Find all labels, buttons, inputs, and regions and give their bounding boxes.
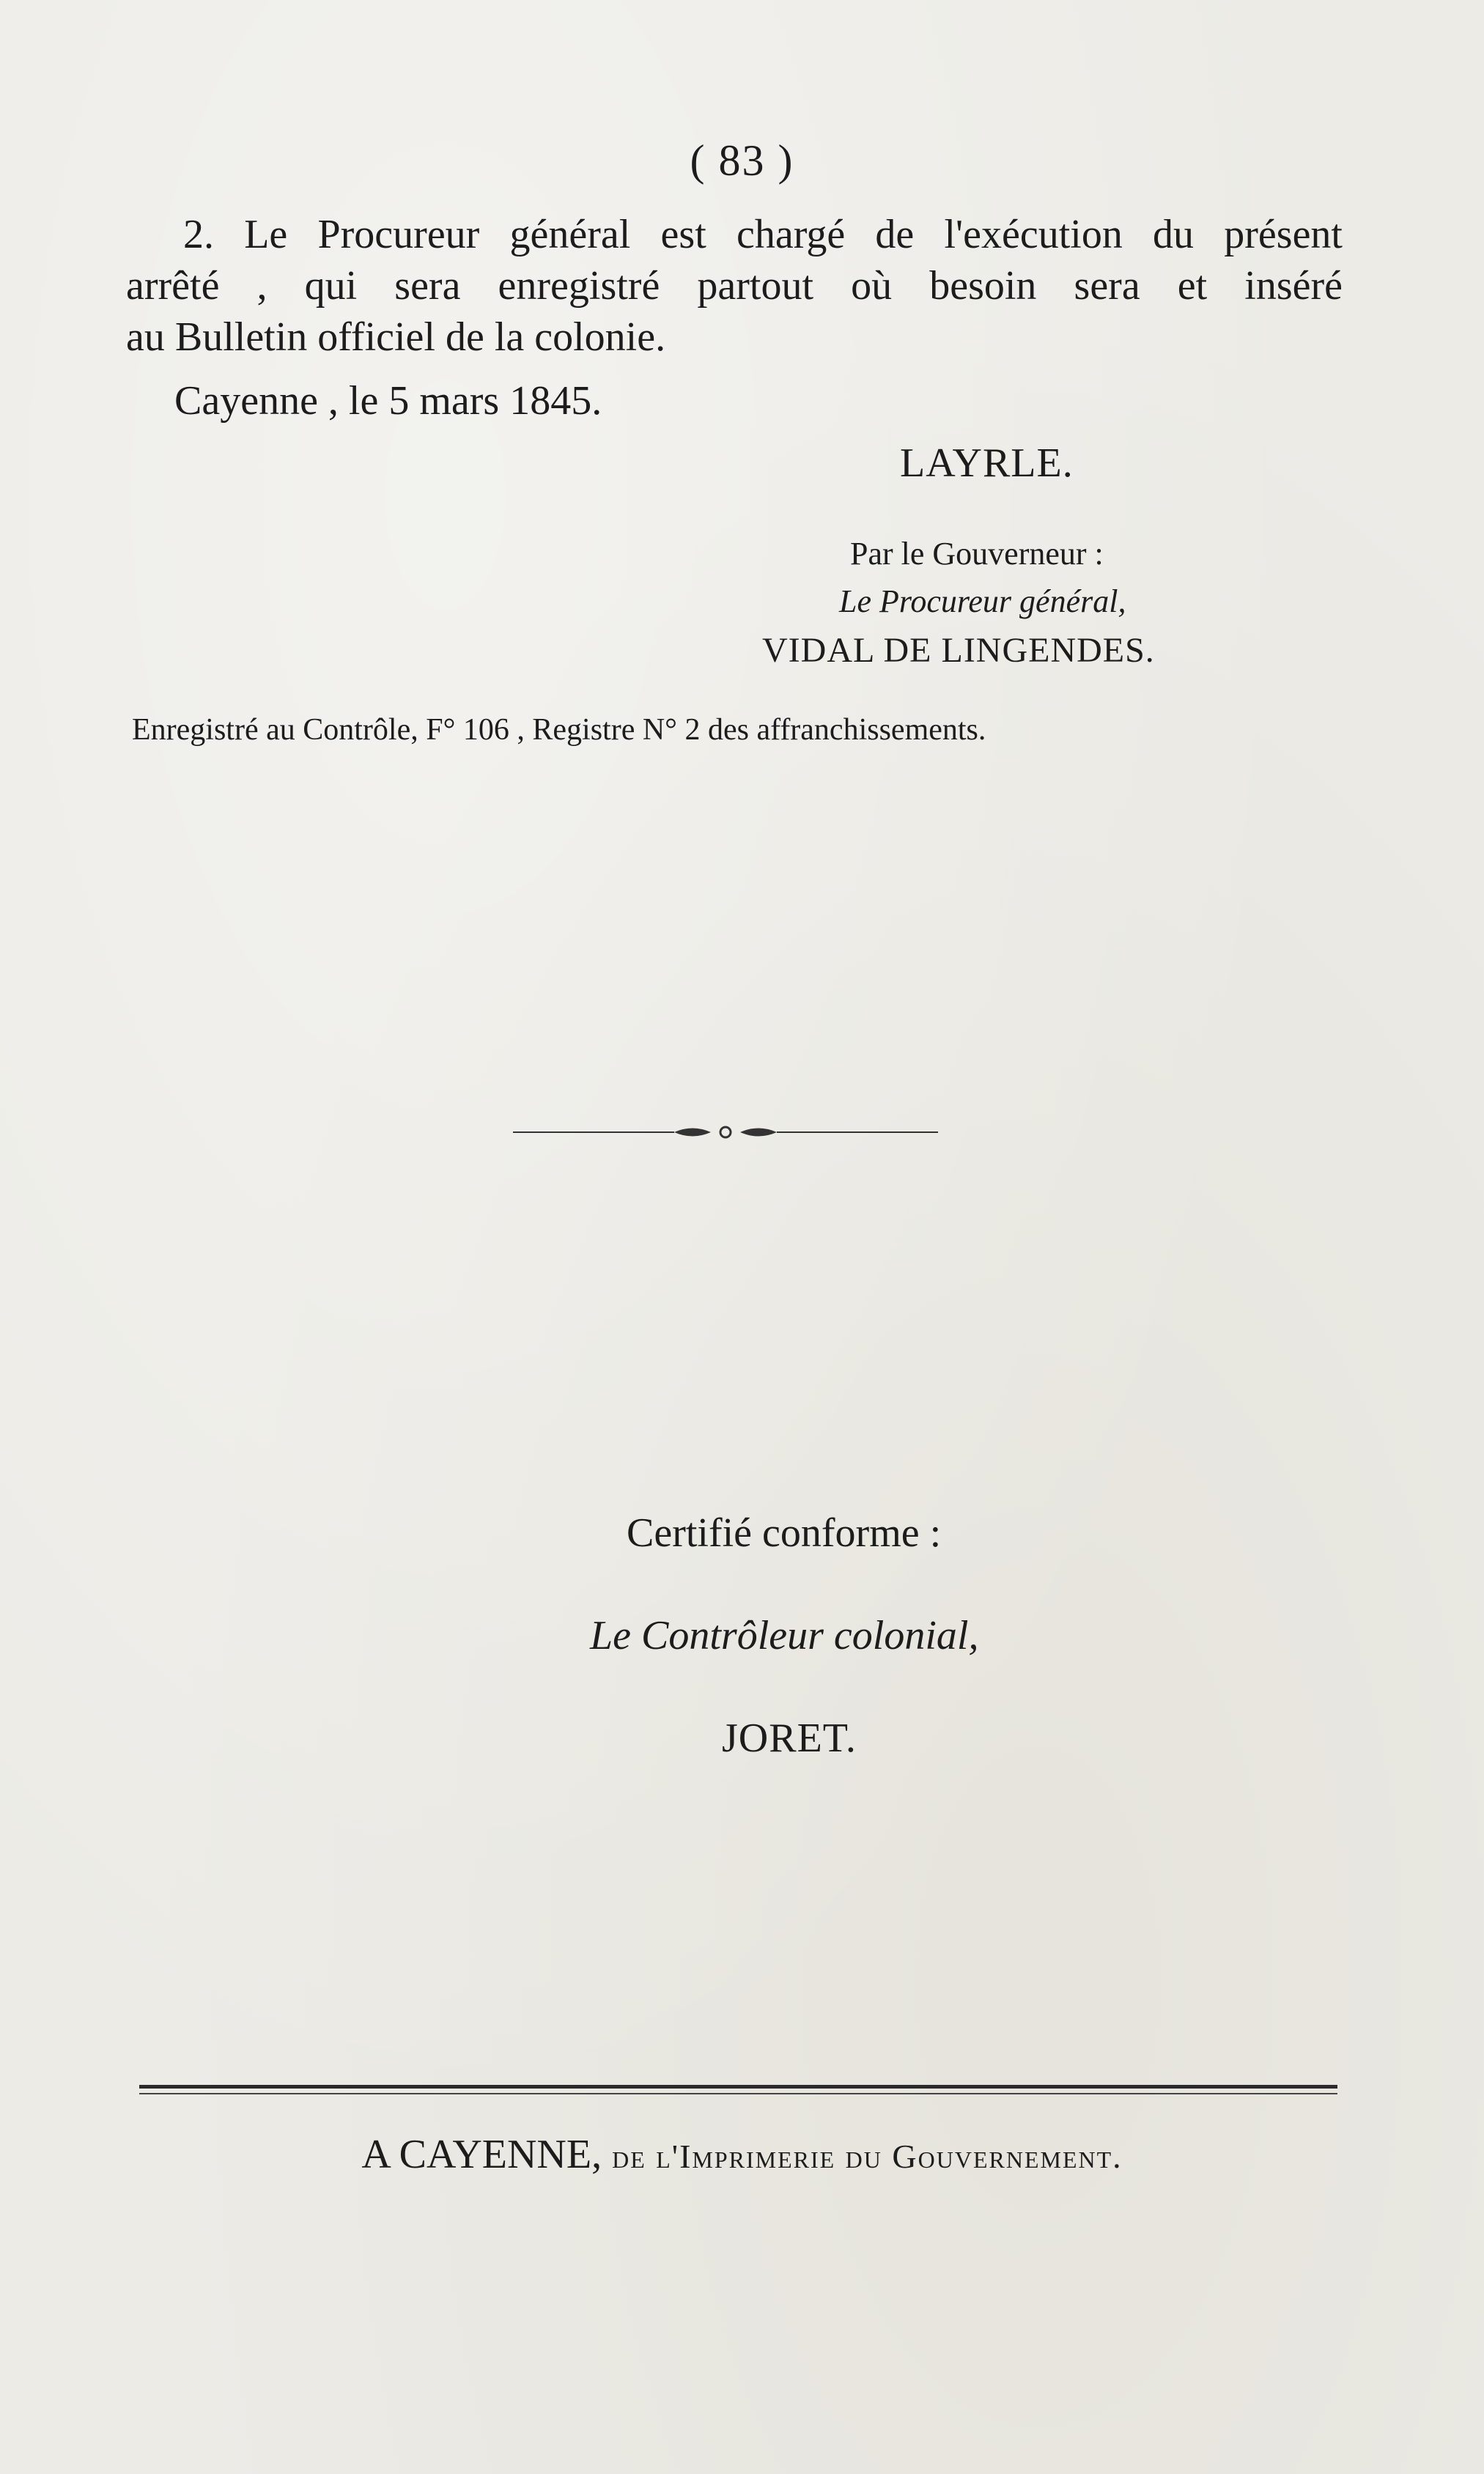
- article-line: 2. Le Procureur général est chargé de l'exécution du présent: [183, 212, 1343, 257]
- footer-rule-thin: [139, 2093, 1337, 2094]
- countersign-name: VIDAL DE LINGENDES.: [762, 631, 1155, 670]
- imprint-printer: de l'Imprimerie du Gouvernement.: [612, 2138, 1123, 2175]
- footer-rule: [139, 2085, 1337, 2089]
- governor-signature: LAYRLE.: [900, 440, 1074, 486]
- imprint-place: A CAYENNE,: [361, 2132, 602, 2177]
- registration-note: Enregistré au Contrôle, F° 106 , Registre N° 2 des affranchissements.: [132, 713, 986, 747]
- article-line: au Bulletin officiel de la colonie.: [126, 314, 666, 360]
- ornament-divider-icon: [513, 1114, 938, 1151]
- countersign-intro: Par le Gouverneur :: [850, 536, 1104, 572]
- page-number: ( 83 ): [690, 136, 794, 185]
- certification-name: JORET.: [722, 1716, 857, 1761]
- article-paragraph: [126, 209, 1343, 363]
- dateline: Cayenne , le 5 mars 1845.: [174, 378, 602, 424]
- printer-imprint: [0, 2131, 1484, 2178]
- certification-title: Le Contrôleur colonial,: [590, 1613, 979, 1658]
- countersign-title: Le Procureur général,: [839, 583, 1126, 619]
- article-line: arrêté , qui sera enregistré partout où besoin sera et inséré: [126, 263, 1343, 309]
- certification-statement: Certifié conforme :: [627, 1510, 942, 1556]
